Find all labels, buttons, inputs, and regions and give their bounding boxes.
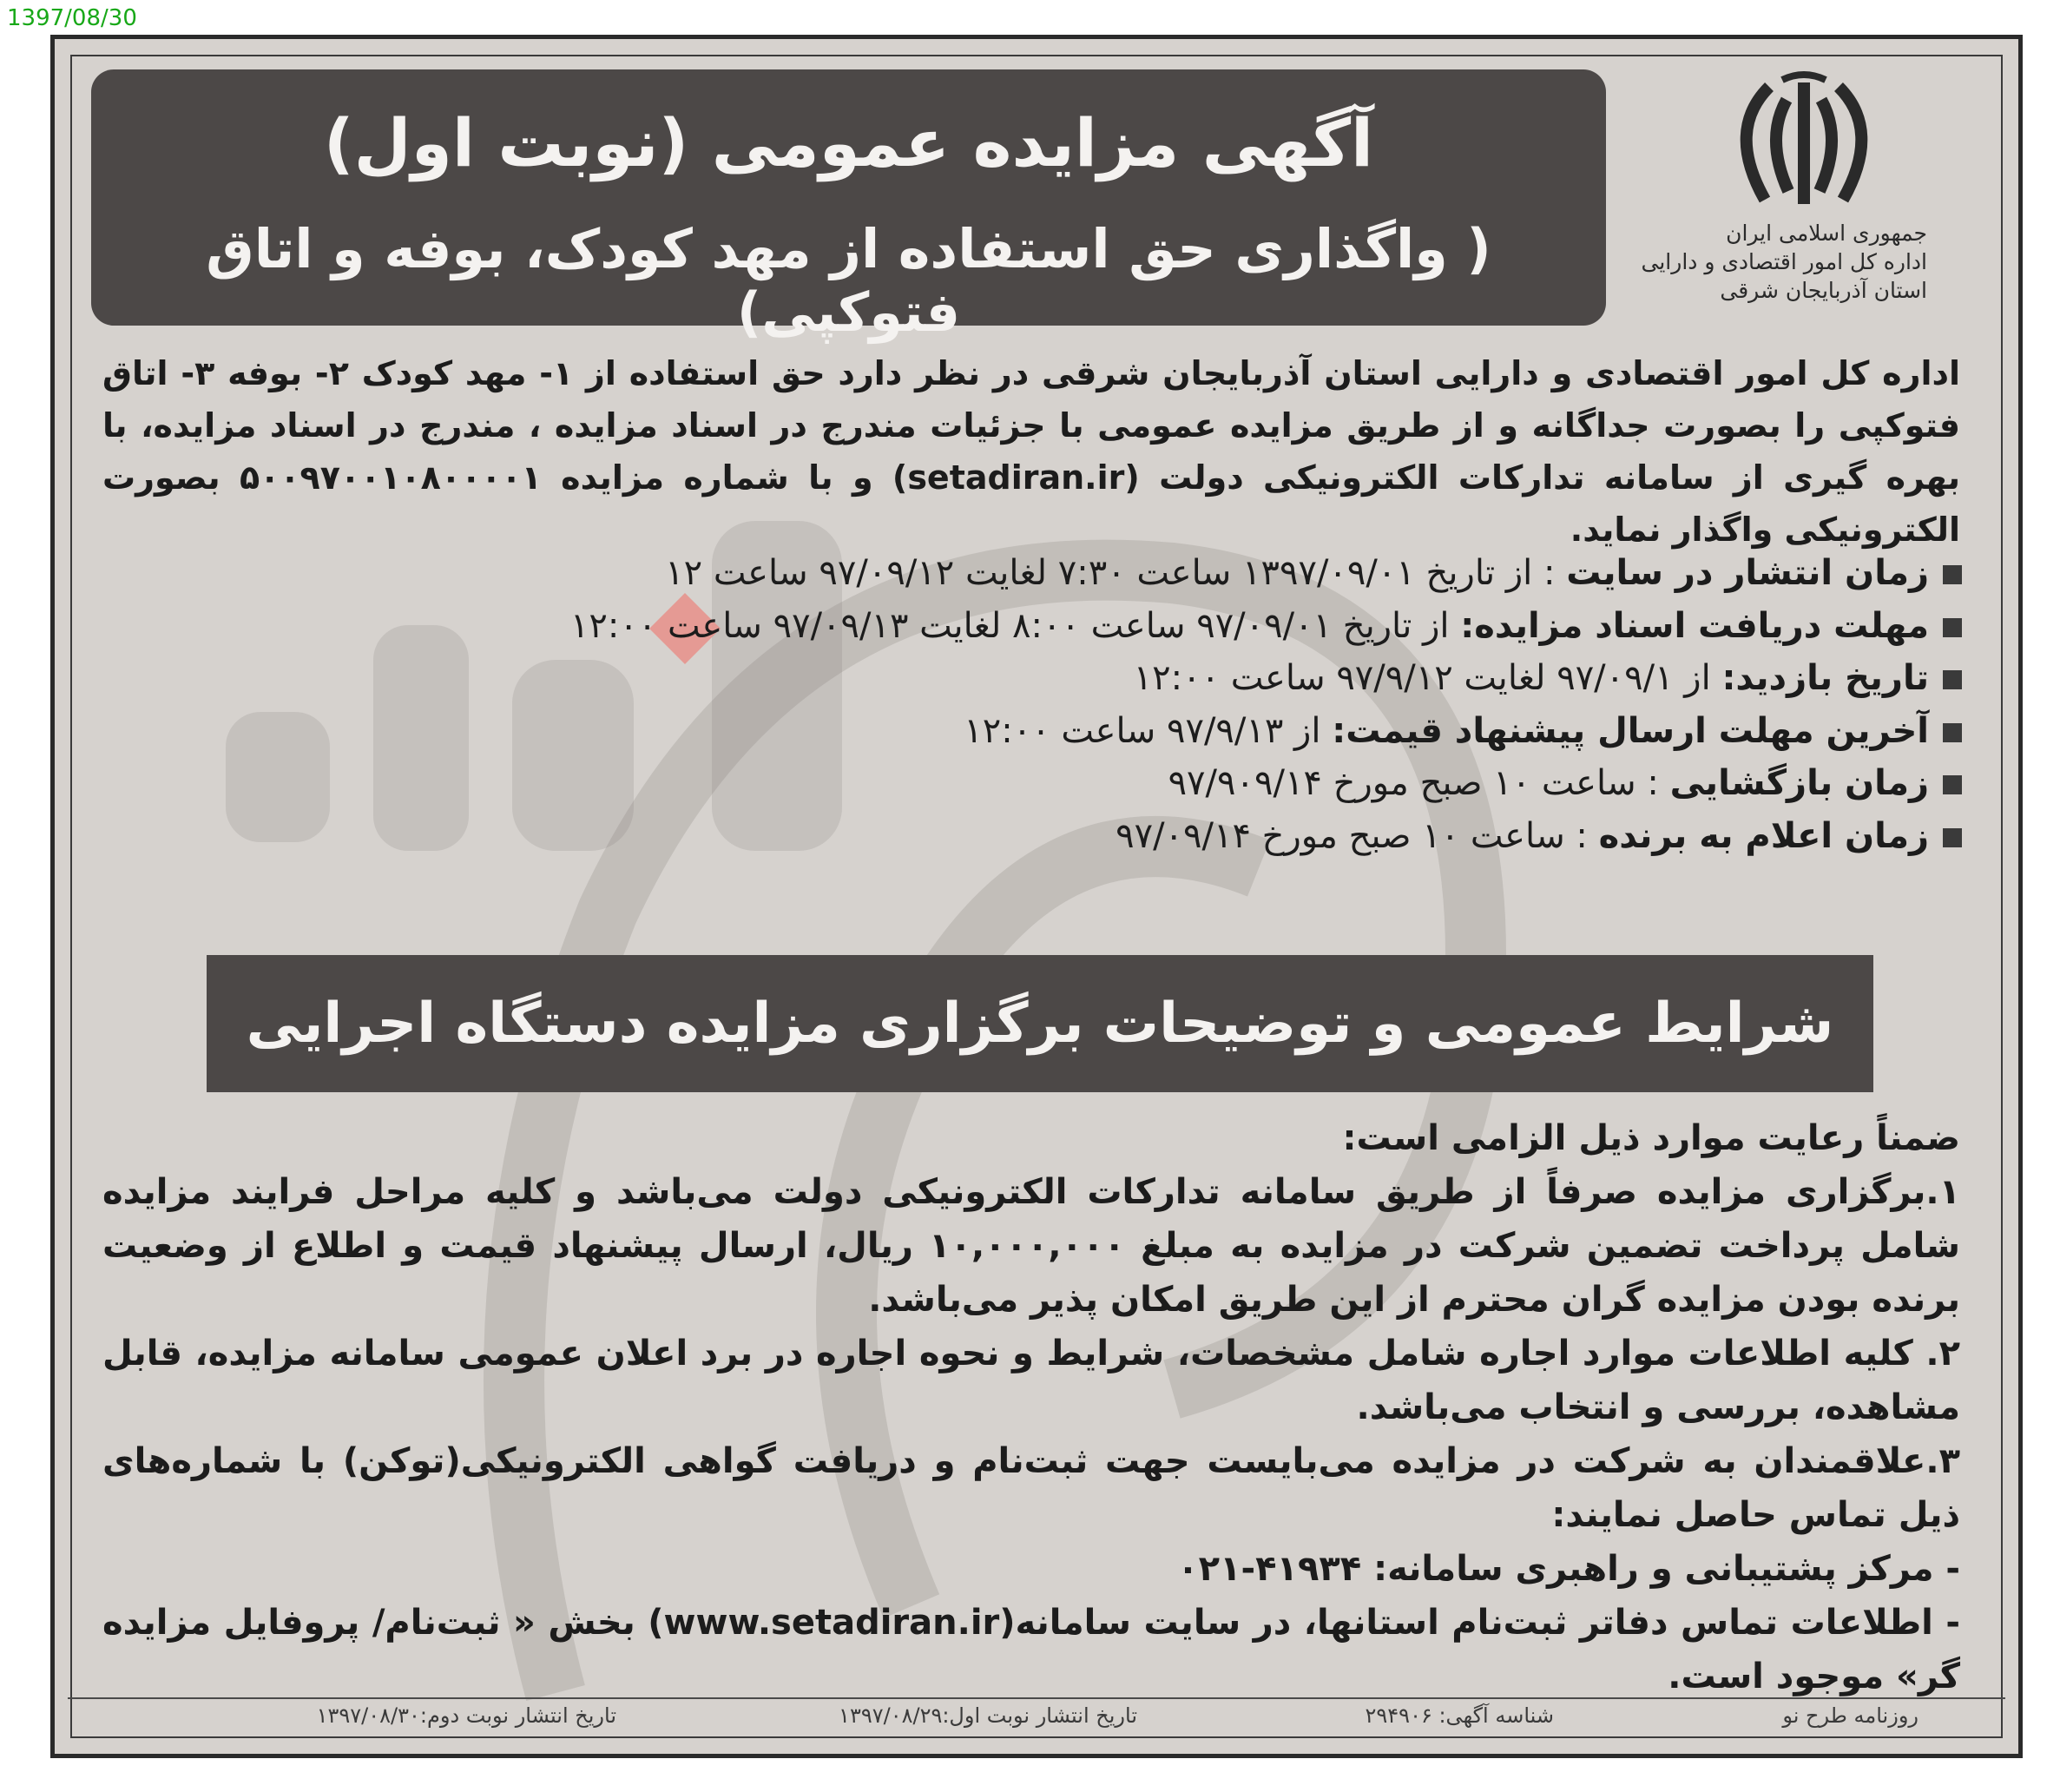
page-title: آگهی مزایده عمومی (نوبت اول) — [323, 104, 1374, 181]
title-banner — [91, 69, 1606, 344]
bullet-square-icon — [1943, 775, 1962, 794]
page-subtitle: ( واگذاری حق استفاده از مهد کودک، بوفه و اتاق فتوکپی) — [206, 217, 1491, 344]
schedule-value: از ۹۷/۰۹/۱ لغایت ۹۷/۹/۱۲ ساعت ۱۲:۰۰ — [1133, 658, 1722, 698]
schedule-label: مهلت دریافت اسناد مزایده: — [1460, 605, 1929, 646]
schedule-value: : ساعت ۱۰ صبح مورخ ۹۷/۹۰۹/۱۴ — [1168, 763, 1670, 803]
schedule-label: زمان انتشار در سایت — [1566, 553, 1929, 593]
bullet-square-icon — [1943, 565, 1962, 584]
section-heading: شرایط عمومی و توضیحات برگزاری مزایده دستگاه اجرایی — [207, 955, 1873, 1092]
footer-second-date: تاریخ انتشار نوبت دوم:۱۳۹۷/۰۸/۳۰ — [316, 1703, 616, 1728]
condition-item: - مرکز پشتیبانی و راهبری سامانه: ۴۱۹۳۴-۰۲۱ — [1177, 1549, 1960, 1589]
schedule-label: زمان اعلام به برنده — [1598, 815, 1929, 856]
condition-item: ۳.علاقمندان به شرکت در مزایده می‌بایست جهت ثبت‌نام و دریافت گواهی الکترونیکی(توکن) با شماره‌های ذیل تماس حاصل نمایند: — [102, 1441, 1960, 1535]
schedule-item-offer-deadline — [521, 705, 1962, 758]
clip-date-stamp: 1397/08/30 — [7, 5, 137, 31]
footer-ad-id: شناسه آگهی: ۲۹۴۹۰۶ — [1365, 1703, 1554, 1728]
schedule-label: تاریخ بازدید: — [1721, 658, 1929, 698]
issuer-block — [1615, 219, 1927, 305]
schedule-list — [521, 547, 1962, 862]
conditions-intro: ضمناً رعایت موارد ذیل الزامی است: — [1342, 1118, 1960, 1158]
condition-item: ۱.برگزاری مزایده صرفاً از طریق سامانه تدارکات الکترونیکی دولت می‌باشد و کلیه مراحل فرایند مزایده شامل پرداخت تضمین شرکت در مزایده به مبلغ ۱۰,۰۰۰,۰۰۰ ریال، ارسال پیشنهاد قیمت و اطلاع از وضعیت برنده بودن مزایده گران محترم از این طریق امکان پذیر می‌باشد. — [102, 1172, 1960, 1320]
org-province: استان آذربایجان شرقی — [1720, 278, 1927, 303]
conditions-block — [102, 1111, 1960, 1703]
bullet-square-icon — [1943, 723, 1962, 742]
bullet-square-icon — [1943, 618, 1962, 637]
schedule-label: زمان بازگشایی — [1669, 763, 1929, 803]
schedule-item-opening — [521, 757, 1962, 810]
schedule-item-visit — [521, 652, 1962, 705]
schedule-value: از تاریخ ۹۷/۰۹/۰۱ ساعت ۸:۰۰ لغایت ۹۷/۰۹/۱۳ ساعت ۱۲:۰۰ — [569, 605, 1461, 646]
intro-paragraph: اداره کل امور اقتصادی و دارایی استان آذربایجان شرقی در نظر دارد حق استفاده از ۱- مهد کودک ۲- بوفه ۳- اتاق فتوکپی را بصورت جداگانه و از طریق مزایده عمومی با جزئیات مندرج در اسناد مزایده ، مندرج در اسناد مزایده، با بهره گیری از سامانه تدارکات الکترونیکی دولت (setadiran.ir) و با شماره مزایده ۵۰۰۹۷۰۰۱۰۸۰۰۰۰۱ بصورت الکترونیکی واگذار نماید. — [102, 354, 1961, 549]
schedule-value: : از تاریخ ۱۳۹۷/۰۹/۰۱ ساعت ۷:۳۰ لغایت ۹۷/۰۹/۱۲ ساعت ۱۲ — [665, 553, 1567, 593]
iran-emblem-icon — [1717, 69, 1891, 217]
footer — [130, 1703, 1918, 1735]
bullet-square-icon — [1943, 828, 1962, 847]
bullet-square-icon — [1943, 670, 1962, 689]
schedule-item-publish — [521, 547, 1962, 600]
footer-newspaper: روزنامه طرح نو — [1782, 1703, 1918, 1728]
condition-item: ۲. کلیه اطلاعات موارد اجاره شامل مشخصات، شرایط و نحوه اجاره در برد اعلان عمومی سامانه مزایده، قابل مشاهده، بررسی و انتخاب می‌باشد. — [102, 1334, 1960, 1427]
org-country: جمهوری اسلامی ایران — [1726, 221, 1927, 246]
org-department: اداره کل امور اقتصادی و دارایی — [1641, 249, 1927, 274]
condition-item: - اطلاعات تماس دفاتر ثبت‌نام استانها، در سایت سامانه(www.setadiran.ir) بخش « ثبت‌نام/ پروفایل مزایده گر» موجود است. — [102, 1603, 1960, 1696]
schedule-item-documents — [521, 600, 1962, 653]
schedule-item-winner — [521, 810, 1962, 863]
schedule-value: از ۹۷/۹/۱۳ ساعت ۱۲:۰۰ — [964, 710, 1333, 751]
schedule-label: آخرین مهلت ارسال پیشنهاد قیمت: — [1332, 710, 1929, 751]
schedule-value: : ساعت ۱۰ صبح مورخ ۹۷/۰۹/۱۴ — [1116, 815, 1599, 856]
footer-divider — [68, 1697, 2005, 1699]
footer-first-date: تاریخ انتشار نوبت اول:۱۳۹۷/۰۸/۲۹ — [839, 1703, 1137, 1728]
